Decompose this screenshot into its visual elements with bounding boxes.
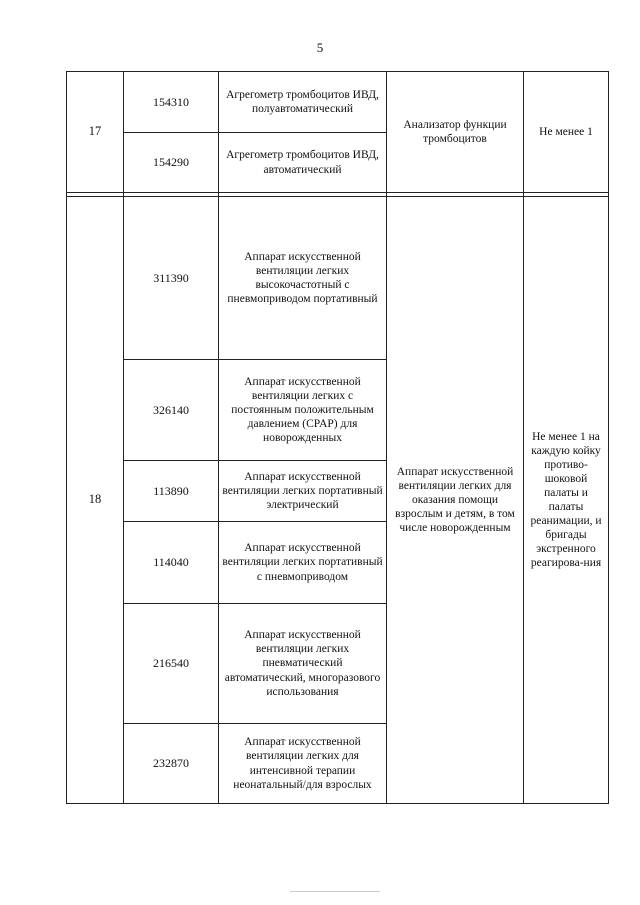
device-code-cell: 154310 xyxy=(124,72,219,133)
device-code-cell: 114040 xyxy=(124,522,219,604)
device-name-cell: Аппарат искусственной вентиляции легких портативный с пневмоприводом xyxy=(219,522,387,604)
equipment-table xyxy=(66,71,609,804)
scan-edge-mark xyxy=(290,891,380,892)
row-number-cell: 18 xyxy=(67,197,124,804)
device-function-cell: Анализатор функции тромбоцитов xyxy=(387,72,524,193)
device-name-cell: Агрегометр тромбоцитов ИВД, полуавтоматический xyxy=(219,72,387,133)
device-function-cell: Аппарат искусственной вентиляции легких для оказания помощи взрослым и детям, в том числе новорожденным xyxy=(387,197,524,804)
device-code-cell: 311390 xyxy=(124,197,219,360)
device-name-cell: Аппарат искусственной вентиляции легких для интенсивной терапии неонатальный/для взрослых xyxy=(219,724,387,804)
device-code-cell: 154290 xyxy=(124,133,219,193)
row-number-cell: 17 xyxy=(67,72,124,193)
quantity-cell: Не менее 1 на каждую койку противо-шоковой палаты и палаты реанимации, и бригады экстренного реагирова-ния xyxy=(524,197,609,804)
device-code-cell: 326140 xyxy=(124,360,219,461)
device-code-cell: 216540 xyxy=(124,604,219,724)
device-name-cell: Аппарат искусственной вентиляции легких высокочастотный с пневмоприводом портативный xyxy=(219,197,387,360)
table-row xyxy=(67,197,609,360)
device-name-cell: Аппарат искусственной вентиляции легких с постоянным положительным давлением (CPAP) для новорожденных xyxy=(219,360,387,461)
quantity-cell: Не менее 1 xyxy=(524,72,609,193)
device-name-cell: Аппарат искусственной вентиляции легких портативный электрический xyxy=(219,461,387,522)
device-code-cell: 232870 xyxy=(124,724,219,804)
device-code-cell: 113890 xyxy=(124,461,219,522)
device-name-cell: Агрегометр тромбоцитов ИВД, автоматический xyxy=(219,133,387,193)
page-number: 5 xyxy=(316,40,324,55)
device-name-cell: Аппарат искусственной вентиляции легких пневматический автоматический, многоразового использования xyxy=(219,604,387,724)
table-row xyxy=(67,72,609,133)
